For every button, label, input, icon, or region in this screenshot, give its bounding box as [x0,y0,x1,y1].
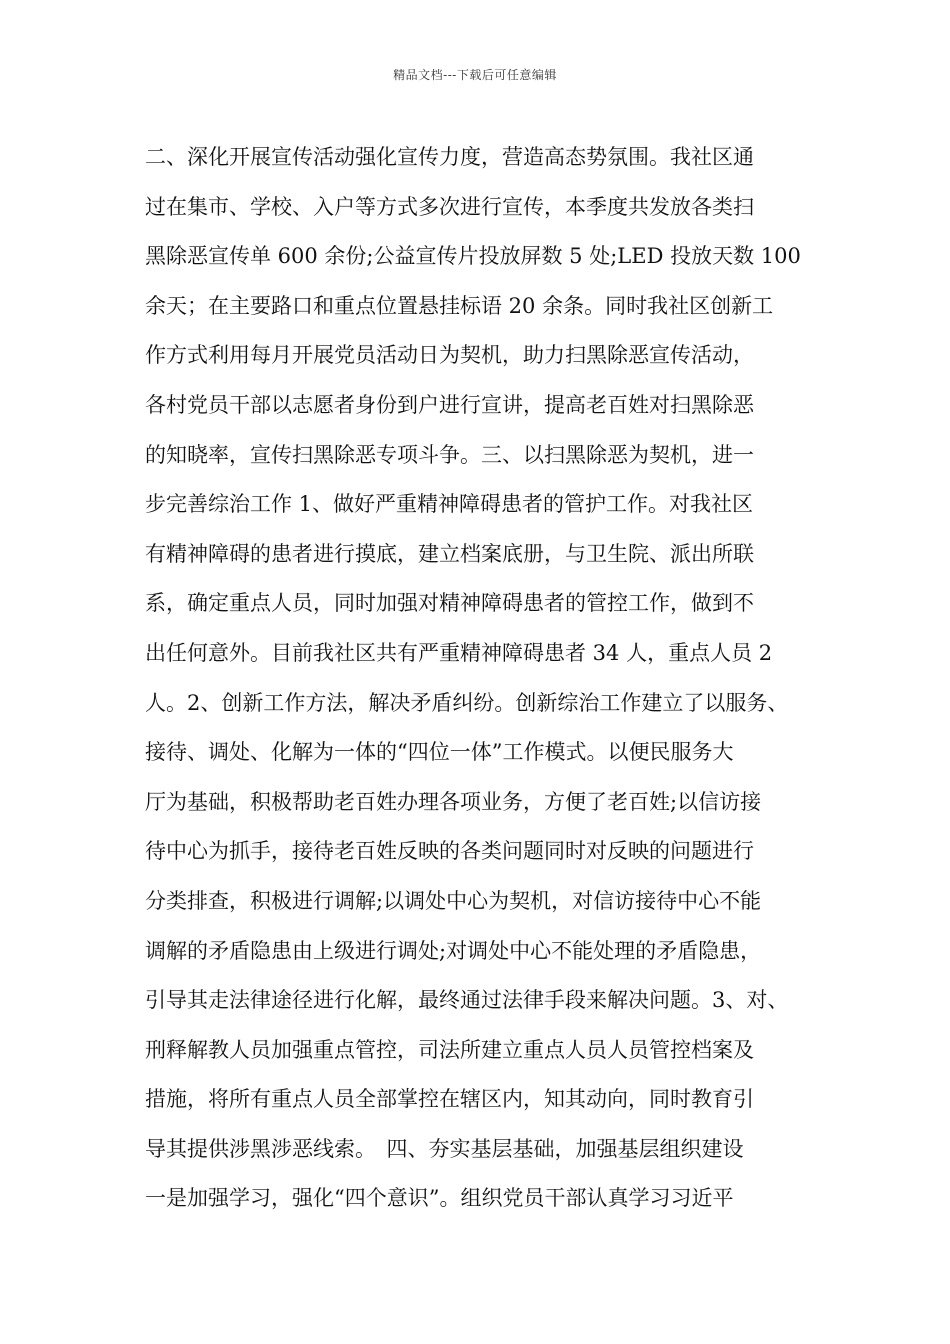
body-line-5: 作方式利用每月开展党员活动日为契机，助力扫黑除恶宣传活动， [145,343,754,368]
body-line-22: 一是加强学习，强化“四个意识”。组织党员干部认真学习习近平 [145,1186,734,1211]
body-line-1: 二、深化开展宣传活动强化宣传力度，营造高态势氛围。我社区通 [145,145,754,169]
body-line-13: 接待、调处、化解为一体的“四位一体”工作模式。以便民服务大 [145,740,734,765]
body-line-7: 的知晓率，宣传扫黑除恶专项斗争。三、以扫黑除恶为契机，进一 [145,442,754,467]
body-line-15: 待中心为抓手，接待老百姓反映的各类问题同时对反映的问题进行 [145,839,754,864]
page-header: 精品文档---下载后可任意编辑 [393,68,557,82]
document-body [145,133,825,1224]
body-line-2: 过在集市、学校、入户等方式多次进行宣传，本季度共发放各类扫 [145,194,754,219]
body-line-3: 黑除恶宣传单 600 余份;公益宣传片投放屏数 5 处;LED 投放天数 100 [145,244,801,269]
body-line-20: 措施，将所有重点人员全部掌控在辖区内，知其动向，同时教育引 [145,1087,754,1112]
body-line-6: 各村党员干部以志愿者身份到户进行宣讲，提高老百姓对扫黑除恶 [145,392,754,417]
body-line-10: 系，确定重点人员，同时加强对精神障碍患者的管控工作，做到不 [145,591,754,616]
body-line-9: 有精神障碍的患者进行摸底，建立档案底册，与卫生院、派出所联 [145,541,754,566]
body-line-8: 步完善综治工作 1、做好严重精神障碍患者的管护工作。对我社区 [145,492,754,517]
body-line-11: 出任何意外。目前我社区共有严重精神障碍患者 34 人，重点人员 2 [145,640,773,665]
body-line-4: 余天；在主要路口和重点位置悬挂标语 20 余条。同时我社区创新工 [145,293,774,318]
body-line-14: 厅为基础，积极帮助老百姓办理各项业务，方便了老百姓;以信访接 [145,789,762,814]
body-line-19: 刑释解教人员加强重点管控，司法所建立重点人员人员管控档案及 [145,1037,754,1062]
body-line-18: 引导其走法律途径进行化解，最终通过法律手段来解决问题。3、对、 [145,988,789,1013]
body-line-12: 人。2、创新工作方法，解决矛盾纠纷。创新综治工作建立了以服务、 [145,690,789,715]
body-line-21: 导其提供涉黑涉恶线索。 四、夯实基层基础，加强基层组织建设 [145,1136,744,1161]
body-line-16: 分类排查，积极进行调解;以调处中心为契机，对信访接待中心不能 [145,888,762,913]
body-line-17: 调解的矛盾隐患由上级进行调处;对调处中心不能处理的矛盾隐患， [145,938,762,963]
